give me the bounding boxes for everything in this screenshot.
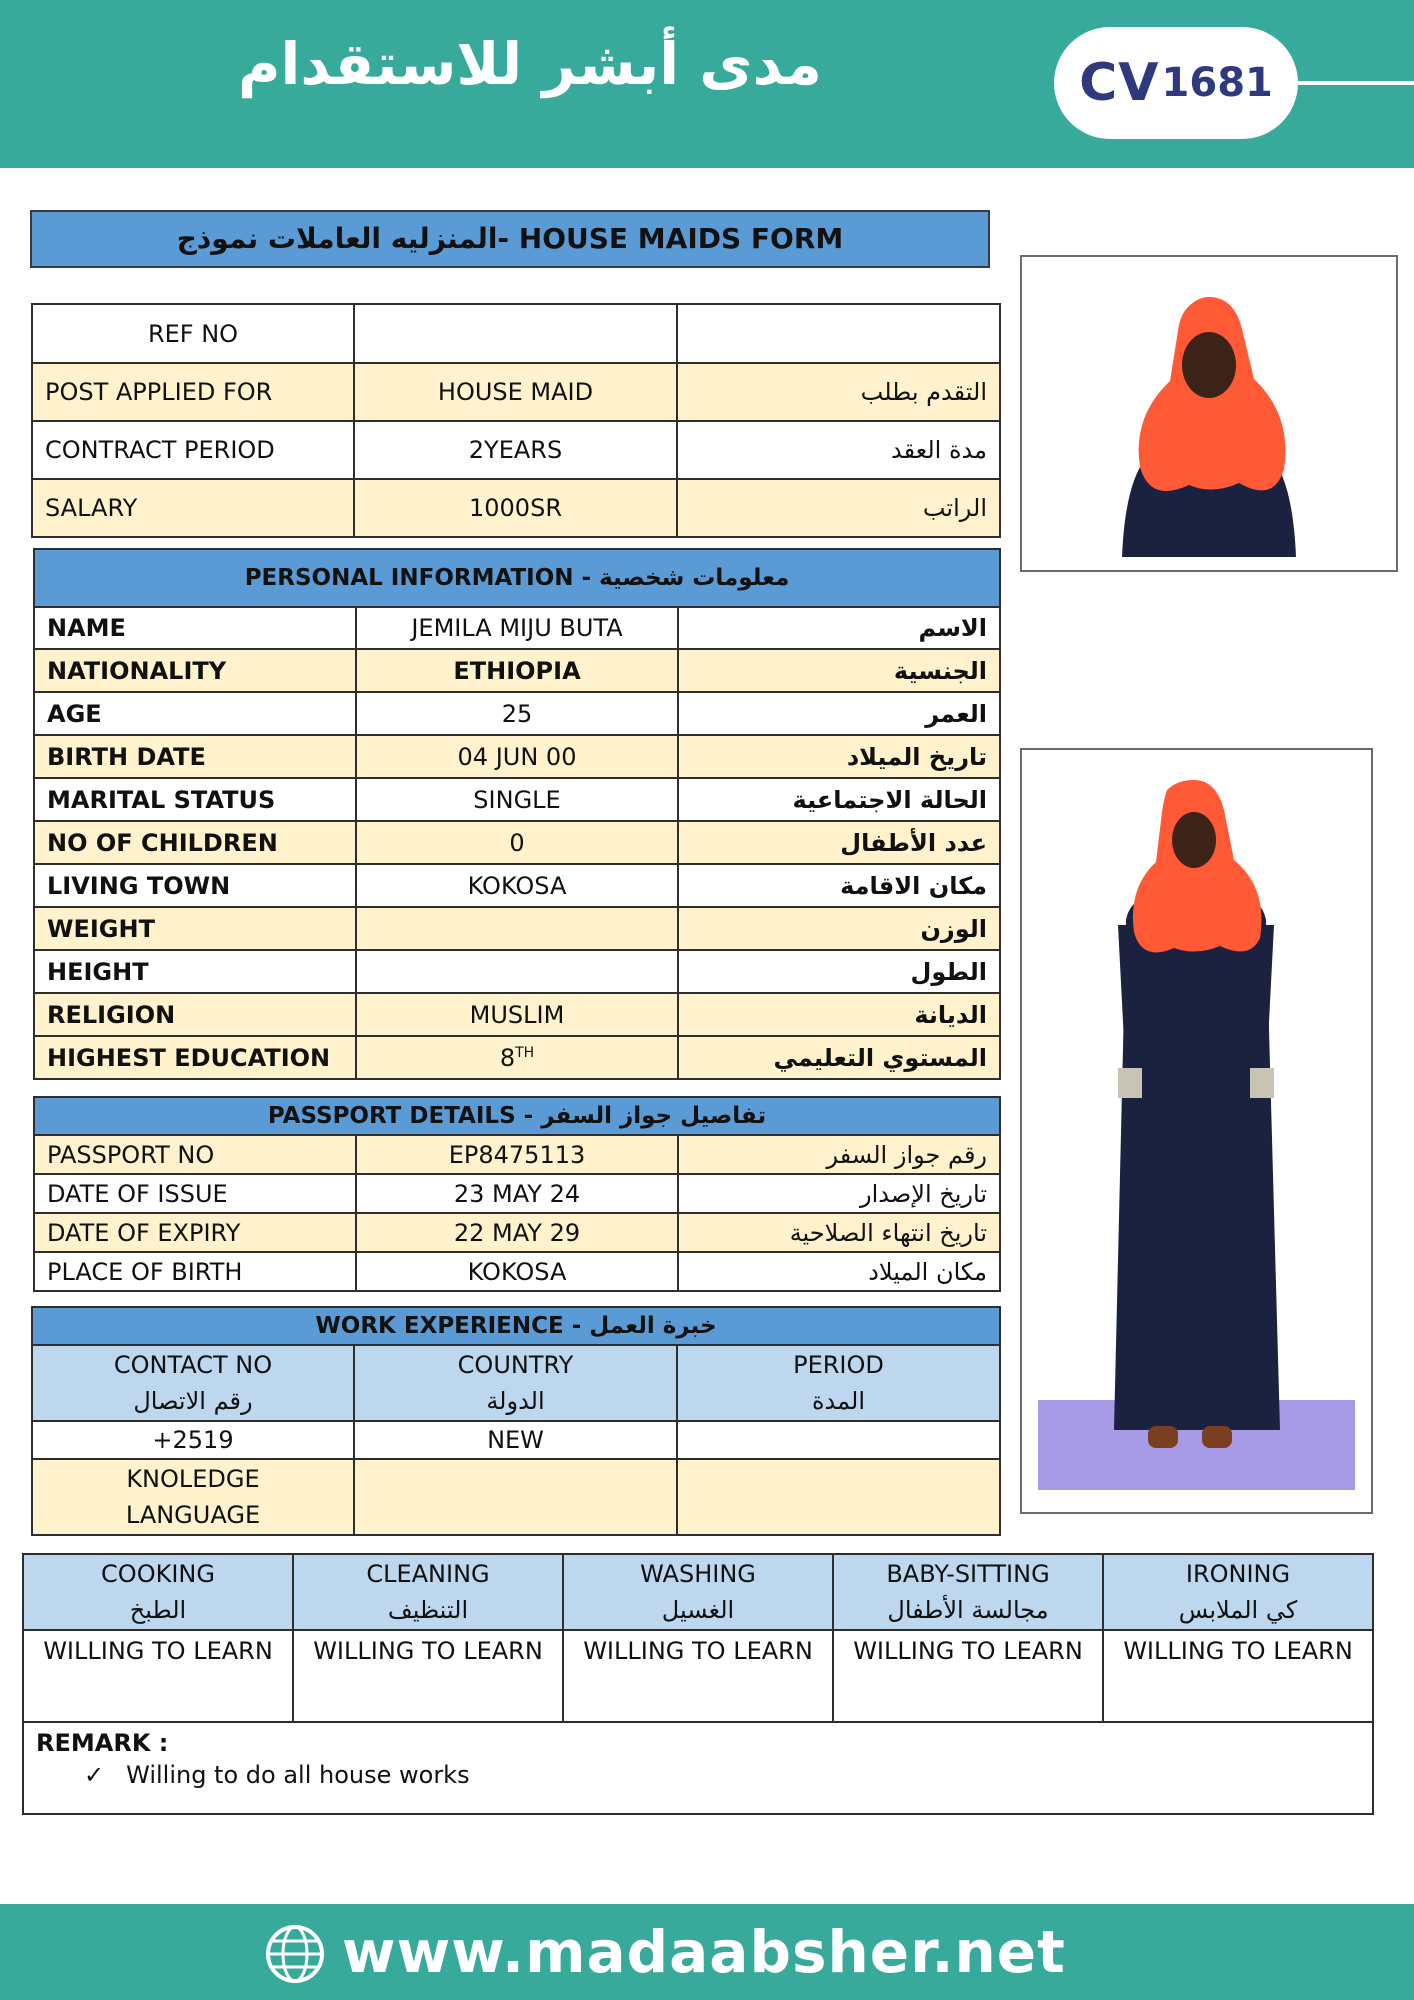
passport-no-label-ar: رقم جواز السفر bbox=[678, 1135, 1000, 1174]
contract-value: 2YEARS bbox=[354, 421, 677, 479]
skill-ironing-en: IRONING bbox=[1185, 1560, 1291, 1588]
education-number: 8 bbox=[499, 1043, 516, 1072]
check-icon: ✓ bbox=[84, 1761, 105, 1789]
birth-date-value: 04 JUN 00 bbox=[356, 735, 678, 778]
personal-info-title: PERSONAL INFORMATION - معلومات شخصية bbox=[34, 549, 1000, 607]
header-divider bbox=[1298, 81, 1414, 85]
table-header-row bbox=[32, 1345, 1000, 1421]
education-label-ar: المستوي التعليمي bbox=[678, 1036, 1000, 1079]
skill-washing-ar: الغسيل bbox=[661, 1596, 735, 1624]
table-row bbox=[34, 1174, 1000, 1213]
post-label: POST APPLIED FOR bbox=[32, 363, 354, 421]
skill-babysitting bbox=[833, 1554, 1103, 1630]
skill-cooking-en: COOKING bbox=[101, 1560, 215, 1588]
table-row bbox=[34, 735, 1000, 778]
expiry-date-label-ar: تاريخ انتهاء الصلاحية bbox=[678, 1213, 1000, 1252]
country-header-en: COUNTRY bbox=[457, 1351, 574, 1379]
section-header-row bbox=[34, 549, 1000, 607]
skills-header-row bbox=[23, 1554, 1373, 1630]
skill-babysitting-ar: مجالسة الأطفال bbox=[887, 1596, 1049, 1624]
country-value: NEW bbox=[354, 1421, 677, 1459]
skill-cleaning-ar: التنظيف bbox=[387, 1596, 469, 1624]
skills-table bbox=[22, 1553, 1374, 1815]
children-value: 0 bbox=[356, 821, 678, 864]
weight-label: WEIGHT bbox=[34, 907, 356, 950]
table-row bbox=[34, 864, 1000, 907]
knowledge-extra bbox=[677, 1459, 1000, 1535]
skill-ironing-ar: كي الملابس bbox=[1178, 1596, 1298, 1624]
footer-bar bbox=[0, 1904, 1414, 2000]
remark-row bbox=[23, 1722, 1373, 1814]
nationality-label-ar: الجنسية bbox=[678, 649, 1000, 692]
age-label-ar: العمر bbox=[678, 692, 1000, 735]
post-label-ar: التقدم بطلب bbox=[677, 363, 1000, 421]
full-body-figure bbox=[1022, 750, 1371, 1512]
weight-value bbox=[356, 907, 678, 950]
expiry-date-label: DATE OF EXPIRY bbox=[34, 1213, 356, 1252]
salary-value: 1000SR bbox=[354, 479, 677, 537]
period-value bbox=[677, 1421, 1000, 1459]
work-experience-title: WORK EXPERIENCE - خبرة العمل bbox=[32, 1307, 1000, 1345]
table-row bbox=[32, 421, 1000, 479]
header-bar bbox=[0, 0, 1414, 168]
portrait-figure bbox=[1022, 257, 1396, 570]
section-header-row bbox=[34, 1097, 1000, 1135]
cv-prefix: CV bbox=[1079, 53, 1160, 113]
remark-text: Willing to do all house works bbox=[126, 1761, 470, 1789]
education-suffix: TH bbox=[515, 1044, 535, 1061]
knowledge-line-1: KNOLEDGE bbox=[126, 1465, 260, 1493]
knowledge-value bbox=[354, 1459, 677, 1535]
contact-header bbox=[32, 1345, 354, 1421]
skill-level-washing: WILLING TO LEARN bbox=[563, 1630, 833, 1722]
birth-date-label-ar: تاريخ الميلاد bbox=[678, 735, 1000, 778]
age-value: 25 bbox=[356, 692, 678, 735]
table-row bbox=[34, 692, 1000, 735]
education-value bbox=[356, 1036, 678, 1079]
table-row bbox=[32, 479, 1000, 537]
birth-place-label-ar: مكان الميلاد bbox=[678, 1252, 1000, 1291]
work-experience-table bbox=[31, 1306, 1001, 1536]
table-row bbox=[34, 778, 1000, 821]
skill-cooking bbox=[23, 1554, 293, 1630]
religion-label-ar: الديانة bbox=[678, 993, 1000, 1036]
contact-header-en: CONTACT NO bbox=[113, 1351, 273, 1379]
birth-date-label: BIRTH DATE bbox=[34, 735, 356, 778]
country-header bbox=[354, 1345, 677, 1421]
personal-info-table bbox=[33, 548, 1001, 1080]
passport-no-label: PASSPORT NO bbox=[34, 1135, 356, 1174]
religion-label: RELIGION bbox=[34, 993, 356, 1036]
birth-place-label: PLACE OF BIRTH bbox=[34, 1252, 356, 1291]
table-row bbox=[32, 363, 1000, 421]
contact-value: +2519 bbox=[32, 1421, 354, 1459]
ref-value bbox=[354, 304, 677, 363]
brand-name: مدى أبشر للاستقدام bbox=[238, 30, 822, 98]
website-link[interactable]: www.madaabsher.net bbox=[342, 1918, 1066, 1986]
name-label: NAME bbox=[34, 607, 356, 649]
cv-badge bbox=[1054, 27, 1298, 139]
cv-number: 1681 bbox=[1161, 60, 1273, 106]
marital-status-label-ar: الحالة الاجتماعية bbox=[678, 778, 1000, 821]
issue-date-value: 23 MAY 24 bbox=[356, 1174, 678, 1213]
table-row bbox=[34, 950, 1000, 993]
children-label: NO OF CHILDREN bbox=[34, 821, 356, 864]
ref-label-ar bbox=[677, 304, 1000, 363]
form-title: المنزليه العاملات نموذج- HOUSE MAIDS FORM bbox=[30, 210, 990, 268]
knowledge-line-2: LANGUAGE bbox=[125, 1501, 261, 1529]
table-row bbox=[34, 1213, 1000, 1252]
passport-title: PASSPORT DETAILS - تفاصيل جواز السفر bbox=[34, 1097, 1000, 1135]
height-value bbox=[356, 950, 678, 993]
height-label-ar: الطول bbox=[678, 950, 1000, 993]
table-row bbox=[34, 1252, 1000, 1291]
country-header-ar: الدولة bbox=[486, 1387, 545, 1415]
section-header-row bbox=[32, 1307, 1000, 1345]
marital-status-label: MARITAL STATUS bbox=[34, 778, 356, 821]
issue-date-label: DATE OF ISSUE bbox=[34, 1174, 356, 1213]
ref-label: REF NO bbox=[32, 304, 354, 363]
skill-cleaning-en: CLEANING bbox=[366, 1560, 490, 1588]
skill-level-cooking: WILLING TO LEARN bbox=[23, 1630, 293, 1722]
table-row bbox=[34, 993, 1000, 1036]
skill-level-cleaning: WILLING TO LEARN bbox=[293, 1630, 563, 1722]
skill-level-ironing: WILLING TO LEARN bbox=[1103, 1630, 1373, 1722]
table-row bbox=[34, 1135, 1000, 1174]
skills-level-row bbox=[23, 1630, 1373, 1722]
table-row bbox=[32, 1421, 1000, 1459]
knowledge-language-label bbox=[32, 1459, 354, 1535]
remark-label: REMARK : bbox=[36, 1729, 169, 1757]
period-header-en: PERIOD bbox=[793, 1351, 884, 1379]
table-row bbox=[32, 304, 1000, 363]
contact-header-ar: رقم الاتصال bbox=[133, 1387, 253, 1415]
table-row bbox=[34, 607, 1000, 649]
issue-date-label-ar: تاريخ الإصدار bbox=[678, 1174, 1000, 1213]
salary-label-ar: الراتب bbox=[677, 479, 1000, 537]
skill-level-babysitting: WILLING TO LEARN bbox=[833, 1630, 1103, 1722]
portrait-photo bbox=[1020, 255, 1398, 572]
period-header-ar: المدة bbox=[811, 1387, 866, 1415]
children-label-ar: عدد الأطفال bbox=[678, 821, 1000, 864]
table-row bbox=[34, 907, 1000, 950]
table-row bbox=[32, 1459, 1000, 1535]
table-row bbox=[34, 821, 1000, 864]
skill-cleaning bbox=[293, 1554, 563, 1630]
expiry-date-value: 22 MAY 29 bbox=[356, 1213, 678, 1252]
period-header bbox=[677, 1345, 1000, 1421]
living-town-label-ar: مكان الاقامة bbox=[678, 864, 1000, 907]
table-row bbox=[34, 1036, 1000, 1079]
table-row bbox=[34, 649, 1000, 692]
contract-label-ar: مدة العقد bbox=[677, 421, 1000, 479]
name-label-ar: الاسم bbox=[678, 607, 1000, 649]
salary-label: SALARY bbox=[32, 479, 354, 537]
skill-cooking-ar: الطبخ bbox=[129, 1596, 187, 1624]
remark-item bbox=[36, 1761, 1360, 1789]
weight-label-ar: الوزن bbox=[678, 907, 1000, 950]
religion-value: MUSLIM bbox=[356, 993, 678, 1036]
birth-place-value: KOKOSA bbox=[356, 1252, 678, 1291]
contract-label: CONTRACT PERIOD bbox=[32, 421, 354, 479]
skill-ironing bbox=[1103, 1554, 1373, 1630]
skill-washing bbox=[563, 1554, 833, 1630]
skill-washing-en: WASHING bbox=[640, 1560, 756, 1588]
remark-box bbox=[23, 1722, 1373, 1814]
full-body-photo bbox=[1020, 748, 1373, 1514]
passport-no-value: EP8475113 bbox=[356, 1135, 678, 1174]
nationality-value: ETHIOPIA bbox=[356, 649, 678, 692]
education-label: HIGHEST EDUCATION bbox=[34, 1036, 356, 1079]
height-label: HEIGHT bbox=[34, 950, 356, 993]
skill-babysitting-en: BABY-SITTING bbox=[886, 1560, 1050, 1588]
application-table bbox=[31, 303, 1001, 538]
post-value: HOUSE MAID bbox=[354, 363, 677, 421]
living-town-label: LIVING TOWN bbox=[34, 864, 356, 907]
marital-status-value: SINGLE bbox=[356, 778, 678, 821]
living-town-value: KOKOSA bbox=[356, 864, 678, 907]
name-value: JEMILA MIJU BUTA bbox=[356, 607, 678, 649]
passport-table bbox=[33, 1096, 1001, 1292]
age-label: AGE bbox=[34, 692, 356, 735]
globe-icon bbox=[264, 1923, 326, 1985]
nationality-label: NATIONALITY bbox=[34, 649, 356, 692]
